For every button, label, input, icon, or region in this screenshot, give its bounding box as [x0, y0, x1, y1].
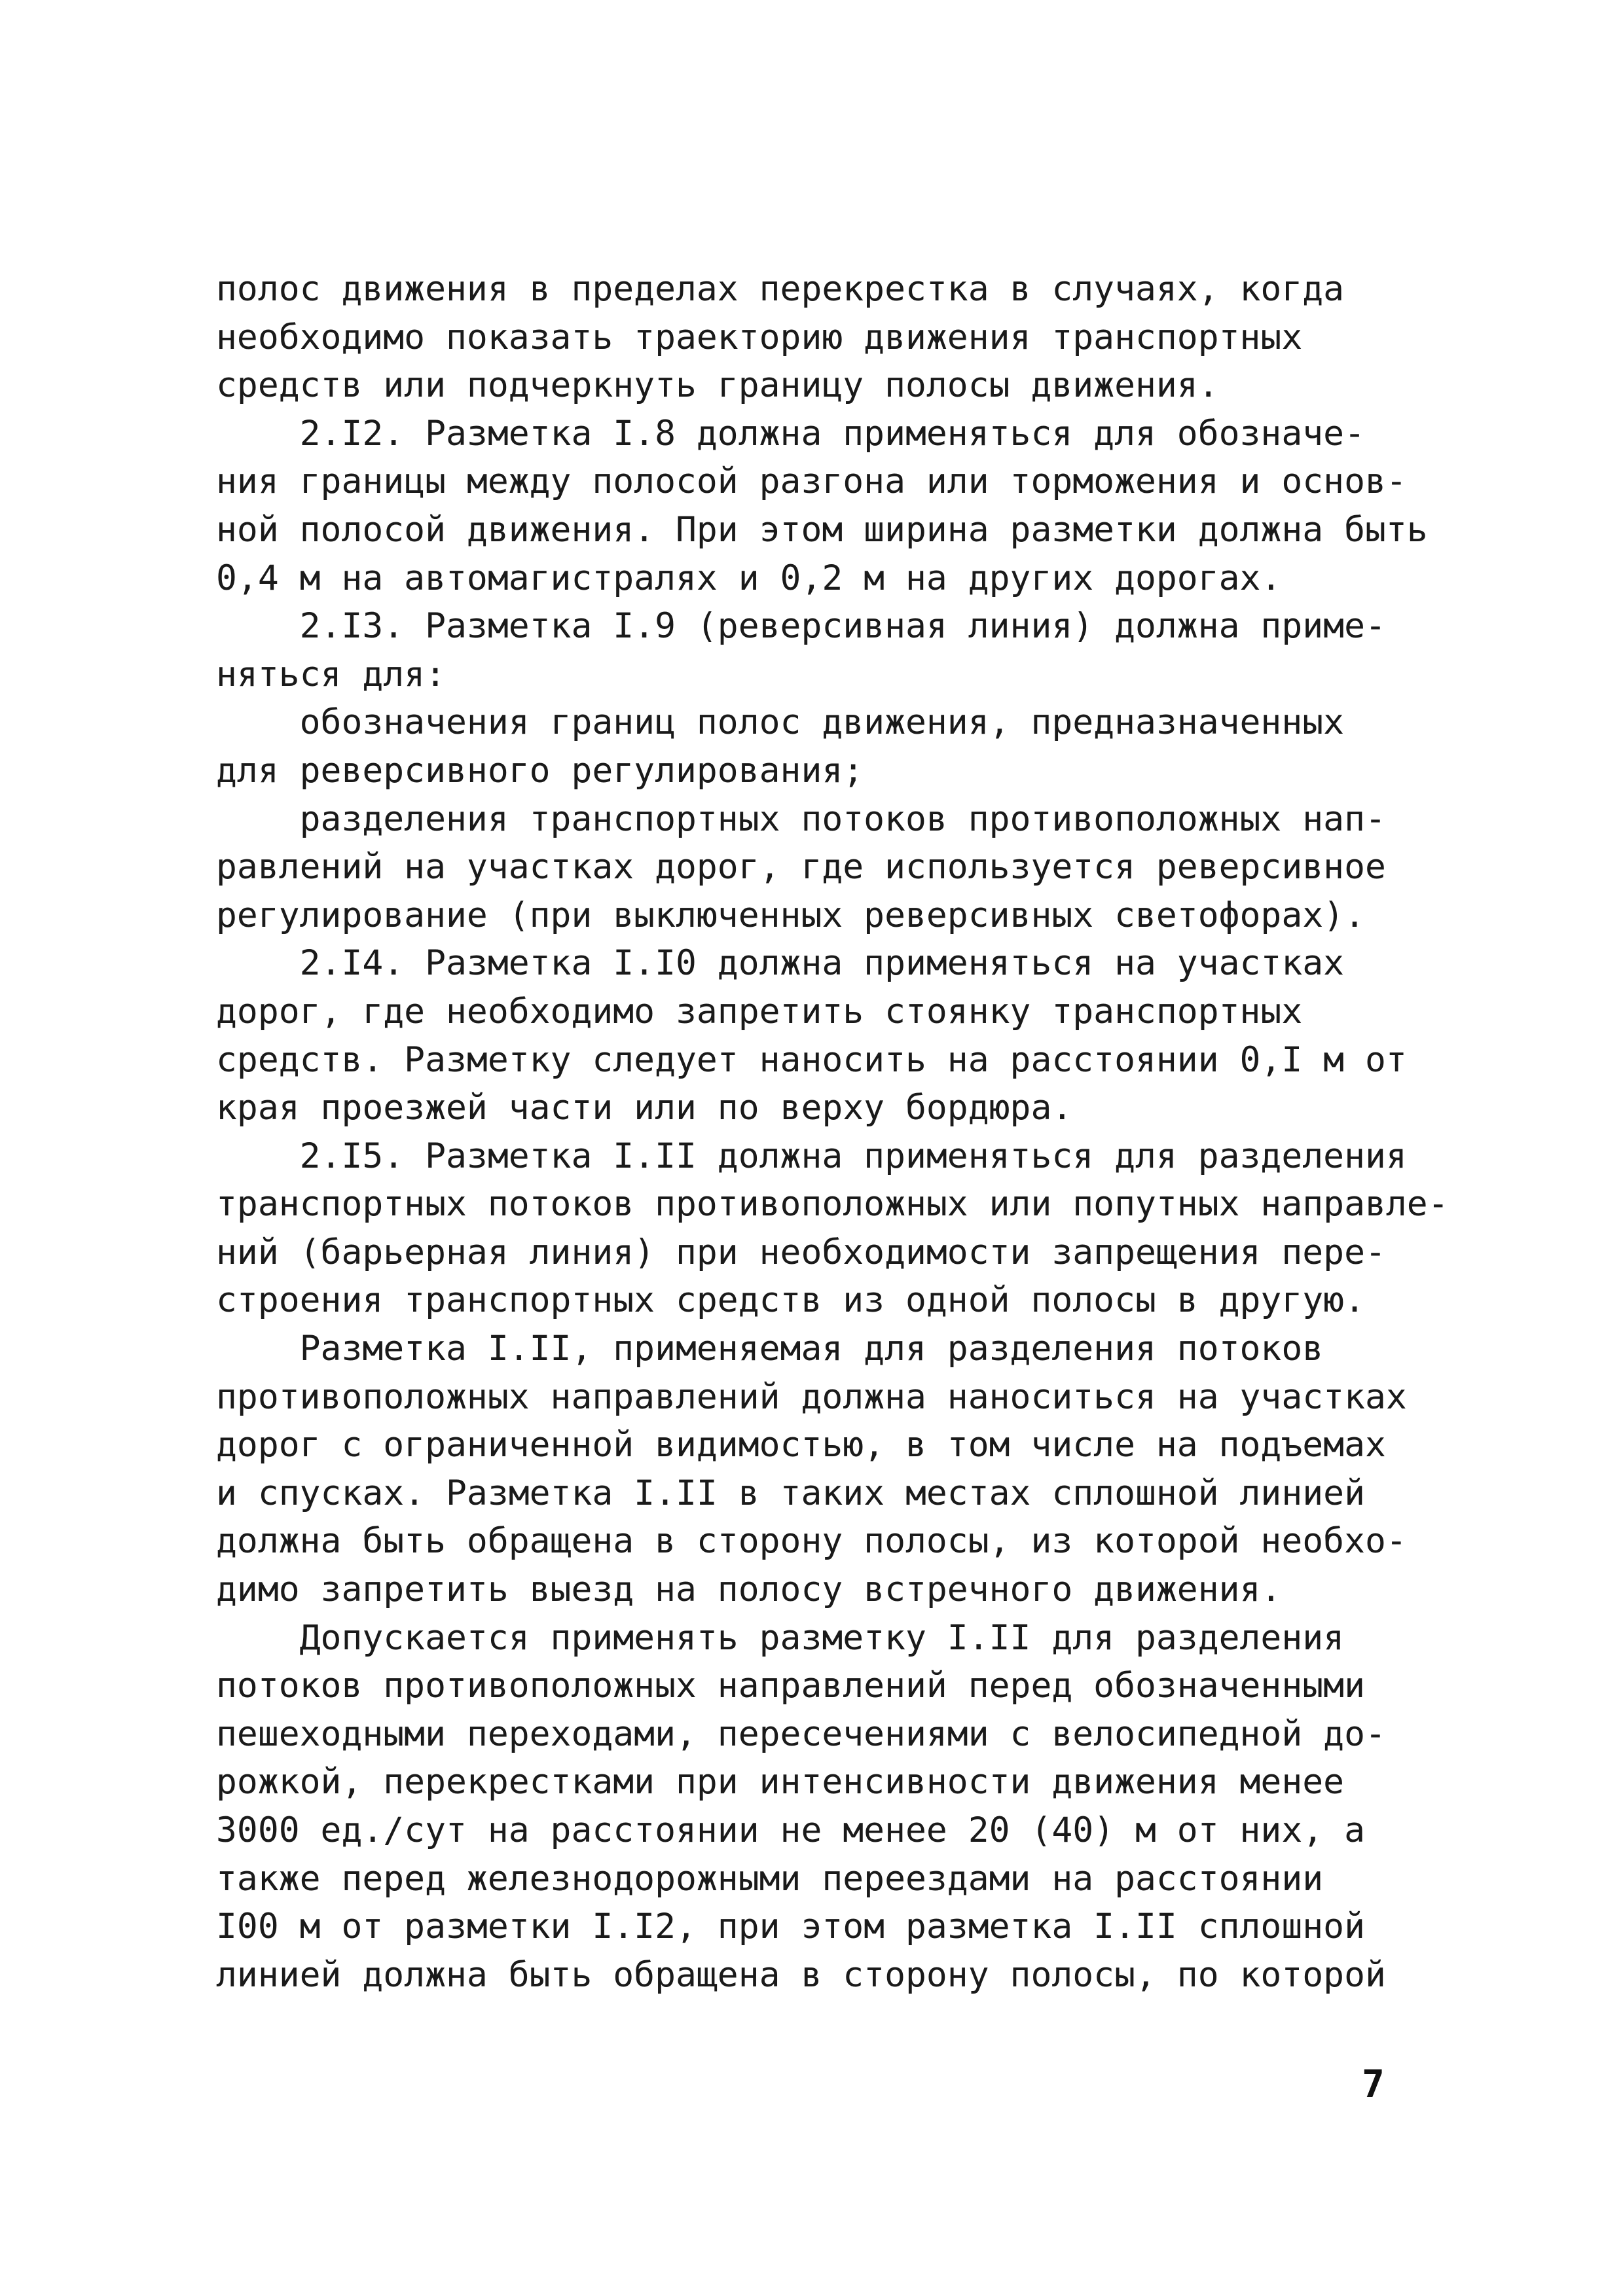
- text-line: 2.I3. Разметка I.9 (реверсивная линия) должна приме-: [216, 606, 1386, 647]
- text-line: необходимо показать траекторию движения транспортных: [216, 317, 1303, 357]
- text-line: 2.I2. Разметка I.8 должна применяться для обозначе-: [216, 413, 1365, 454]
- text-line: полос движения в пределах перекрестка в случаях, когда: [216, 269, 1345, 309]
- text-line: димо запретить выезд на полосу встречного движения.: [216, 1570, 1282, 1610]
- text-line: дорог с ограниченной видимостью, в том числе на подъемах: [216, 1425, 1386, 1465]
- text-line: края проезжей части или по верху бордюра.: [216, 1088, 1073, 1128]
- body-text: [216, 265, 1449, 1999]
- text-line: 0,4 м на автомагистралях и 0,2 м на других дорогах.: [216, 558, 1282, 598]
- text-line: равлений на участках дорог, где используется реверсивное: [216, 847, 1386, 888]
- text-line: должна быть обращена в сторону полосы, из которой необхо-: [216, 1521, 1407, 1562]
- page-number: 7: [1362, 2062, 1385, 2106]
- text-line: разделения транспортных потоков противоположных нап-: [216, 798, 1386, 839]
- text-line: I00 м от разметки I.I2, при этом разметка I.II сплошной: [216, 1907, 1365, 1947]
- text-line: и спусках. Разметка I.II в таких местах сплошной линией: [216, 1473, 1365, 1513]
- text-line: пешеходными переходами, пересечениями с велосипедной до-: [216, 1713, 1386, 1754]
- text-line: ной полосой движения. При этом ширина разметки должна быть: [216, 509, 1428, 550]
- text-line: строения транспортных средств из одной полосы в другую.: [216, 1280, 1365, 1321]
- text-line: средств. Разметку следует наносить на расстоянии 0,I м от: [216, 1039, 1407, 1080]
- text-line: 3000 ед./сут на расстоянии не менее 20 (40) м от них, а: [216, 1810, 1365, 1850]
- text-line: ния границы между полосой разгона или торможения и основ-: [216, 461, 1407, 502]
- text-line: для реверсивного регулирования;: [216, 750, 864, 791]
- text-line: Допускается применять разметку I.II для разделения: [216, 1617, 1345, 1658]
- text-line: противоположных направлений должна наноситься на участках: [216, 1376, 1407, 1417]
- text-line: обозначения границ полос движения, предназначенных: [216, 702, 1345, 743]
- text-line: 2.I4. Разметка I.I0 должна применяться на участках: [216, 943, 1345, 984]
- text-line: регулирование (при выключенных реверсивных светофорах).: [216, 895, 1365, 935]
- text-line: дорог, где необходимо запретить стоянку транспортных: [216, 991, 1303, 1031]
- text-line: транспортных потоков противоположных или попутных направле-: [216, 1184, 1449, 1225]
- text-line: потоков противоположных направлений перед обозначенными: [216, 1666, 1365, 1706]
- text-line: няться для:: [216, 654, 446, 694]
- text-line: линией должна быть обращена в сторону полосы, по которой: [216, 1954, 1386, 1995]
- text-line: 2.I5. Разметка I.II должна применяться для разделения: [216, 1136, 1407, 1176]
- text-line: также перед железнодорожными переездами на расстоянии: [216, 1858, 1324, 1899]
- text-line: Разметка I.II, применяемая для разделения потоков: [216, 1329, 1324, 1369]
- text-line: рожкой, перекрестками при интенсивности движения менее: [216, 1762, 1345, 1803]
- text-line: средств или подчеркнуть границу полосы движения.: [216, 365, 1219, 406]
- text-line: ний (барьерная линия) при необходимости запрещения пере-: [216, 1232, 1386, 1272]
